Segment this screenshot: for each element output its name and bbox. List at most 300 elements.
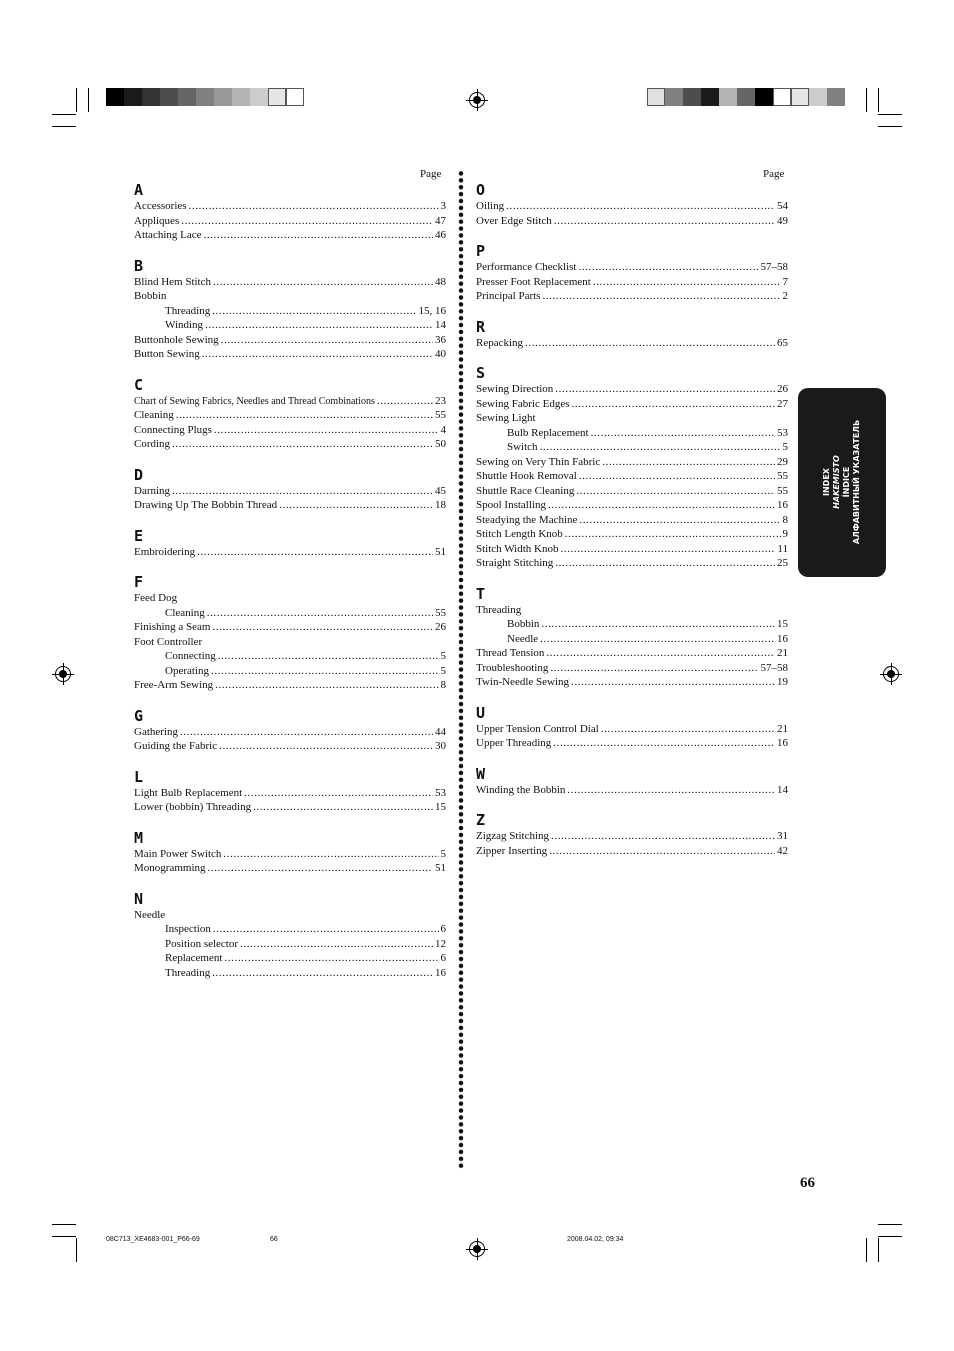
index-section bbox=[476, 766, 788, 798]
index-entry bbox=[134, 275, 446, 290]
index-entry bbox=[134, 620, 446, 635]
page-column-label: Page bbox=[420, 168, 442, 180]
color-swatch bbox=[719, 88, 737, 106]
tab-label-hakemisto: HAKEMISTO bbox=[832, 455, 841, 509]
color-swatch bbox=[647, 88, 665, 106]
index-entry bbox=[134, 861, 446, 876]
dot-leader bbox=[208, 861, 434, 876]
index-subheading: Foot Controller bbox=[134, 635, 203, 648]
index-entry bbox=[476, 440, 788, 455]
dot-leader bbox=[207, 606, 433, 621]
registration-mark-icon bbox=[469, 1241, 485, 1257]
crop-mark bbox=[878, 114, 902, 115]
index-entry bbox=[134, 423, 446, 438]
entry-term: Over Edge Stitch bbox=[476, 214, 552, 227]
tab-label-indice: ÍNDICE bbox=[842, 466, 851, 498]
entry-page: 46 bbox=[435, 229, 446, 241]
dot-leader bbox=[219, 739, 433, 754]
entry-page: 42 bbox=[777, 844, 788, 857]
entry-page: 19 bbox=[777, 676, 788, 688]
crop-mark bbox=[88, 88, 89, 112]
section-letter: F bbox=[134, 573, 144, 591]
dot-leader bbox=[565, 527, 781, 542]
registration-mark-icon bbox=[883, 666, 899, 682]
index-section bbox=[476, 365, 788, 571]
color-swatch bbox=[737, 88, 755, 106]
entry-term: Cleaning bbox=[134, 409, 174, 421]
entry-term: Zigzag Stitching bbox=[476, 830, 550, 842]
color-bar-right bbox=[647, 88, 845, 106]
entry-term: Zipper Inserting bbox=[476, 844, 548, 857]
entry-page: 26 bbox=[435, 621, 446, 633]
dot-leader bbox=[571, 675, 775, 690]
entry-page: 9 bbox=[782, 528, 788, 540]
dot-leader bbox=[525, 336, 775, 351]
color-swatch bbox=[665, 88, 683, 106]
dot-leader bbox=[377, 394, 433, 409]
entry-page: 12 bbox=[435, 937, 446, 950]
dot-leader bbox=[601, 722, 775, 737]
crop-mark bbox=[878, 1238, 879, 1262]
entry-page: 27 bbox=[777, 397, 788, 410]
dot-leader bbox=[221, 333, 433, 348]
entry-term: Sewing Direction bbox=[476, 383, 554, 395]
section-letter: O bbox=[476, 181, 486, 199]
dot-leader bbox=[204, 228, 434, 243]
index-entry bbox=[134, 725, 446, 740]
entry-page: 16 bbox=[777, 632, 788, 645]
entry-term: Position selector bbox=[165, 937, 239, 950]
entry-term: Gathering bbox=[134, 725, 178, 738]
entry-page: 15 bbox=[435, 801, 446, 813]
index-entry bbox=[476, 675, 788, 690]
dot-leader bbox=[213, 275, 433, 290]
dot-leader bbox=[172, 484, 433, 499]
index-entry bbox=[134, 922, 446, 937]
entry-page: 48 bbox=[435, 275, 446, 288]
entry-term: Upper Tension Control Dial bbox=[476, 722, 599, 735]
entry-page: 55 bbox=[777, 484, 788, 497]
entry-page: 51 bbox=[435, 545, 446, 558]
dot-leader bbox=[240, 937, 433, 952]
index-subheading: Feed Dog bbox=[134, 592, 178, 604]
entry-term: Thread Tension bbox=[476, 647, 545, 659]
entry-page: 26 bbox=[777, 383, 788, 395]
entry-term: Shuttle Race Cleaning bbox=[476, 484, 575, 497]
dot-leader bbox=[579, 260, 759, 275]
entry-page: 21 bbox=[777, 722, 788, 735]
crop-mark bbox=[52, 126, 76, 127]
color-swatch bbox=[827, 88, 845, 106]
entry-term: Cording bbox=[134, 438, 171, 450]
dot-leader bbox=[214, 423, 439, 438]
entry-term: Blind Hem Stitch bbox=[134, 275, 211, 288]
index-section bbox=[476, 705, 788, 751]
entry-page: 5 bbox=[440, 664, 446, 677]
entry-term: Bobbin bbox=[507, 618, 540, 630]
entry-page: 2 bbox=[782, 290, 788, 302]
entry-page: 8 bbox=[782, 513, 788, 526]
entry-page: 53 bbox=[777, 426, 788, 439]
section-letter: Z bbox=[476, 811, 486, 829]
entry-page: 36 bbox=[435, 333, 446, 346]
entry-page: 15 bbox=[777, 618, 788, 630]
dot-leader bbox=[244, 786, 433, 801]
entry-page: 51 bbox=[435, 862, 446, 874]
index-entry bbox=[134, 847, 446, 862]
entry-term: Appliques bbox=[134, 214, 180, 227]
index-entry bbox=[476, 214, 788, 229]
crop-mark bbox=[878, 1224, 902, 1225]
index-entry bbox=[134, 394, 446, 409]
crop-mark bbox=[52, 1224, 76, 1225]
section-tab-label bbox=[822, 387, 862, 577]
dot-leader bbox=[506, 199, 775, 214]
entry-term: Switch bbox=[507, 441, 538, 453]
entry-term: Straight Stitching bbox=[476, 557, 554, 569]
entry-page: 16 bbox=[777, 499, 788, 511]
color-swatch bbox=[773, 88, 791, 106]
entry-page: 29 bbox=[777, 455, 788, 468]
entry-page: 57–58 bbox=[760, 661, 788, 674]
page-number: 66 bbox=[800, 1175, 815, 1191]
entry-page: 44 bbox=[435, 725, 446, 738]
dot-leader bbox=[602, 455, 775, 470]
index-entry bbox=[134, 333, 446, 348]
dot-leader bbox=[560, 542, 775, 557]
dot-leader bbox=[550, 661, 758, 676]
index-section bbox=[134, 891, 446, 981]
tab-label-index: INDEX bbox=[822, 468, 831, 496]
entry-page: 18 bbox=[435, 499, 446, 511]
dot-leader bbox=[542, 289, 780, 304]
entry-page: 55 bbox=[435, 409, 446, 421]
index-section bbox=[476, 586, 788, 690]
index-section bbox=[134, 182, 446, 243]
entry-page: 53 bbox=[435, 786, 446, 799]
entry-term: Main Power Switch bbox=[134, 847, 222, 860]
color-swatch bbox=[196, 88, 214, 106]
entry-page: 6 bbox=[440, 923, 446, 935]
index-section bbox=[134, 708, 446, 754]
entry-page: 3 bbox=[440, 200, 446, 212]
dot-leader bbox=[593, 275, 781, 290]
entry-page: 57–58 bbox=[760, 261, 788, 273]
entry-term: Twin-Needle Sewing bbox=[476, 676, 570, 688]
index-entry bbox=[476, 661, 788, 676]
color-swatch bbox=[214, 88, 232, 106]
entry-term: Button Sewing bbox=[134, 348, 200, 360]
dot-leader bbox=[223, 847, 438, 862]
index-entry bbox=[134, 437, 446, 452]
entry-term: Operating bbox=[165, 664, 209, 677]
index-entry bbox=[476, 646, 788, 661]
index-section bbox=[476, 182, 788, 228]
index-entry bbox=[134, 800, 446, 815]
crop-mark bbox=[878, 126, 902, 127]
dot-leader bbox=[576, 484, 775, 499]
index-entry bbox=[134, 304, 446, 319]
color-swatch bbox=[142, 88, 160, 106]
section-letter: L bbox=[134, 767, 144, 786]
entry-term: Attaching Lace bbox=[134, 229, 202, 241]
section-letter: D bbox=[134, 465, 144, 484]
entry-term: Darning bbox=[134, 484, 171, 497]
entry-page: 7 bbox=[782, 275, 788, 288]
entry-term: Free-Arm Sewing bbox=[134, 679, 214, 691]
entry-page: 23 bbox=[435, 394, 446, 407]
index-entry bbox=[476, 484, 788, 499]
entry-term: Threading bbox=[165, 966, 211, 979]
entry-term: Sewing on Very Thin Fabric bbox=[476, 455, 601, 468]
dot-leader bbox=[213, 922, 439, 937]
index-entry bbox=[134, 606, 446, 621]
color-swatch bbox=[755, 88, 773, 106]
entry-term: Accessories bbox=[134, 200, 187, 212]
entry-page: 47 bbox=[435, 214, 446, 227]
index-entry bbox=[134, 649, 446, 664]
index-column-left bbox=[134, 182, 446, 995]
section-letter: S bbox=[476, 364, 486, 382]
index-entry bbox=[476, 382, 788, 397]
index-entry bbox=[476, 469, 788, 484]
entry-term: Stitch Length Knob bbox=[476, 528, 563, 540]
index-entry bbox=[134, 545, 446, 560]
index-section bbox=[134, 528, 446, 560]
color-swatch bbox=[268, 88, 286, 106]
entry-term: Connecting Plugs bbox=[134, 423, 212, 436]
index-entry bbox=[476, 513, 788, 528]
entry-term: Embroidering bbox=[134, 545, 196, 558]
entry-term: Stitch Width Knob bbox=[476, 542, 559, 555]
dot-leader bbox=[540, 440, 781, 455]
crop-mark bbox=[878, 88, 879, 112]
dot-leader bbox=[548, 498, 775, 513]
entry-term: Oiling bbox=[476, 200, 505, 212]
registration-mark-icon bbox=[55, 666, 71, 682]
dot-leader bbox=[551, 829, 775, 844]
color-swatch bbox=[160, 88, 178, 106]
entry-term: Repacking bbox=[476, 336, 524, 349]
dot-leader bbox=[579, 513, 780, 528]
crop-mark bbox=[76, 1238, 77, 1262]
color-swatch bbox=[701, 88, 719, 106]
dot-leader bbox=[172, 437, 433, 452]
entry-term: Bulb Replacement bbox=[507, 426, 589, 439]
crop-mark bbox=[76, 88, 77, 112]
crop-mark bbox=[878, 1236, 902, 1237]
footer-timestamp: 2008.04.02, 09:34 bbox=[567, 1236, 624, 1243]
entry-page: 55 bbox=[777, 470, 788, 482]
crop-mark bbox=[866, 88, 867, 112]
index-section bbox=[476, 319, 788, 351]
index-entry bbox=[134, 786, 446, 801]
registration-mark-icon bbox=[469, 92, 485, 108]
dot-leader bbox=[540, 632, 775, 647]
entry-page: 14 bbox=[777, 783, 788, 796]
dot-leader bbox=[197, 545, 433, 560]
index-column-right bbox=[476, 182, 788, 873]
index-entry bbox=[134, 678, 446, 693]
entry-term: Threading bbox=[165, 304, 211, 317]
dot-leader bbox=[212, 304, 416, 319]
entry-page: 5 bbox=[440, 650, 446, 662]
index-section bbox=[476, 243, 788, 304]
index-entry bbox=[476, 397, 788, 412]
color-bar-left bbox=[106, 88, 304, 106]
entry-term: Connecting bbox=[165, 650, 216, 662]
color-swatch bbox=[809, 88, 827, 106]
dot-leader bbox=[555, 556, 775, 571]
section-letter: U bbox=[476, 703, 486, 722]
entry-page: 15, 16 bbox=[418, 304, 446, 317]
dot-leader bbox=[176, 408, 433, 423]
entry-term: Upper Threading bbox=[476, 737, 552, 749]
entry-term: Buttonhole Sewing bbox=[134, 333, 219, 346]
index-subheading: Threading bbox=[476, 603, 522, 616]
entry-page: 8 bbox=[440, 679, 446, 691]
entry-page: 45 bbox=[435, 484, 446, 497]
entry-term: Guiding the Fabric bbox=[134, 740, 218, 752]
index-entry bbox=[476, 722, 788, 737]
dot-leader bbox=[549, 844, 775, 859]
entry-page: 21 bbox=[777, 647, 788, 659]
color-swatch bbox=[683, 88, 701, 106]
tab-label-russian: АЛФАВИТНЫЙ УКАЗАТЕЛЬ bbox=[852, 419, 861, 545]
index-entry bbox=[476, 542, 788, 557]
color-swatch bbox=[286, 88, 304, 106]
entry-page: 16 bbox=[435, 966, 446, 979]
index-entry bbox=[476, 632, 788, 647]
entry-page: 5 bbox=[782, 441, 788, 453]
dot-leader bbox=[218, 649, 439, 664]
index-entry bbox=[476, 426, 788, 441]
section-letter: E bbox=[134, 526, 144, 545]
crop-mark bbox=[52, 114, 76, 115]
entry-page: 55 bbox=[435, 606, 446, 619]
index-entry bbox=[134, 199, 446, 214]
entry-page: 31 bbox=[777, 830, 788, 842]
section-letter: B bbox=[134, 256, 144, 275]
entry-term: Shuttle Hook Removal bbox=[476, 470, 577, 482]
section-letter: M bbox=[134, 828, 144, 847]
entry-page: 49 bbox=[777, 214, 788, 227]
color-swatch bbox=[250, 88, 268, 106]
dot-leader bbox=[202, 347, 433, 362]
section-letter: G bbox=[134, 706, 144, 725]
index-entry bbox=[134, 228, 446, 243]
index-entry bbox=[134, 408, 446, 423]
entry-term: Principal Parts bbox=[476, 290, 541, 302]
entry-term: Finishing a Seam bbox=[134, 621, 211, 633]
dotted-divider bbox=[457, 170, 465, 1170]
index-entry bbox=[134, 347, 446, 362]
entry-page: 50 bbox=[435, 438, 446, 450]
entry-page: 54 bbox=[777, 200, 788, 212]
color-swatch bbox=[178, 88, 196, 106]
dot-leader bbox=[571, 397, 775, 412]
section-letter: T bbox=[476, 584, 486, 603]
index-section bbox=[476, 812, 788, 858]
dot-leader bbox=[215, 678, 438, 693]
index-entry bbox=[476, 829, 788, 844]
dot-leader bbox=[554, 214, 775, 229]
index-section bbox=[134, 769, 446, 815]
entry-term: Inspection bbox=[165, 923, 211, 935]
index-subheading: Sewing Light bbox=[476, 412, 536, 424]
footer-file: 08C713_XE4683-001_P66-69 bbox=[106, 1236, 200, 1243]
entry-term: Presser Foot Replacement bbox=[476, 275, 591, 288]
entry-term: Sewing Fabric Edges bbox=[476, 397, 570, 410]
footer-page: 66 bbox=[270, 1236, 278, 1243]
index-entry bbox=[476, 260, 788, 275]
page-column-label: Page bbox=[763, 168, 785, 180]
index-entry bbox=[134, 484, 446, 499]
entry-term: Steadying the Machine bbox=[476, 513, 578, 526]
entry-page: 11 bbox=[777, 542, 788, 555]
index-entry bbox=[134, 739, 446, 754]
index-entry bbox=[476, 556, 788, 571]
index-entry bbox=[476, 455, 788, 470]
index-entry bbox=[476, 289, 788, 304]
entry-page: 6 bbox=[440, 952, 446, 964]
dot-leader bbox=[553, 736, 775, 751]
section-letter: R bbox=[476, 317, 486, 336]
dot-leader bbox=[205, 318, 433, 333]
entry-term: Chart of Sewing Fabrics, Needles and Thread Combinations bbox=[134, 395, 375, 407]
index-section bbox=[134, 258, 446, 362]
entry-term: Cleaning bbox=[165, 606, 205, 619]
index-entry bbox=[476, 783, 788, 798]
dot-leader bbox=[189, 199, 439, 214]
entry-term: Lower (bobbin) Threading bbox=[134, 801, 252, 813]
index-section bbox=[134, 467, 446, 513]
entry-term: Spool Installing bbox=[476, 499, 546, 511]
dot-leader bbox=[579, 469, 775, 484]
entry-page: 40 bbox=[435, 348, 446, 360]
index-entry bbox=[134, 937, 446, 952]
index-subheading: Bobbin bbox=[134, 290, 167, 302]
dot-leader bbox=[224, 951, 438, 966]
color-swatch bbox=[106, 88, 124, 106]
entry-page: 30 bbox=[435, 740, 446, 752]
dot-leader bbox=[555, 382, 775, 397]
index-section bbox=[134, 574, 446, 693]
crop-mark bbox=[866, 1238, 867, 1262]
dot-leader bbox=[181, 214, 433, 229]
index-section bbox=[134, 377, 446, 452]
entry-term: Drawing Up The Bobbin Thread bbox=[134, 499, 278, 511]
entry-page: 5 bbox=[440, 847, 446, 860]
dot-leader bbox=[279, 498, 433, 513]
section-letter: W bbox=[476, 764, 486, 783]
entry-page: 65 bbox=[777, 336, 788, 349]
index-subheading: Needle bbox=[134, 908, 166, 921]
index-entry bbox=[476, 336, 788, 351]
index-entry bbox=[476, 199, 788, 214]
index-entry bbox=[476, 498, 788, 513]
index-entry bbox=[476, 527, 788, 542]
dot-leader bbox=[591, 426, 775, 441]
dot-leader bbox=[541, 617, 775, 632]
index-entry bbox=[476, 617, 788, 632]
entry-term: Winding bbox=[165, 319, 204, 331]
index-entry bbox=[134, 664, 446, 679]
index-entry bbox=[134, 318, 446, 333]
dot-leader bbox=[567, 783, 775, 798]
entry-page: 14 bbox=[435, 319, 446, 331]
dot-leader bbox=[253, 800, 433, 815]
